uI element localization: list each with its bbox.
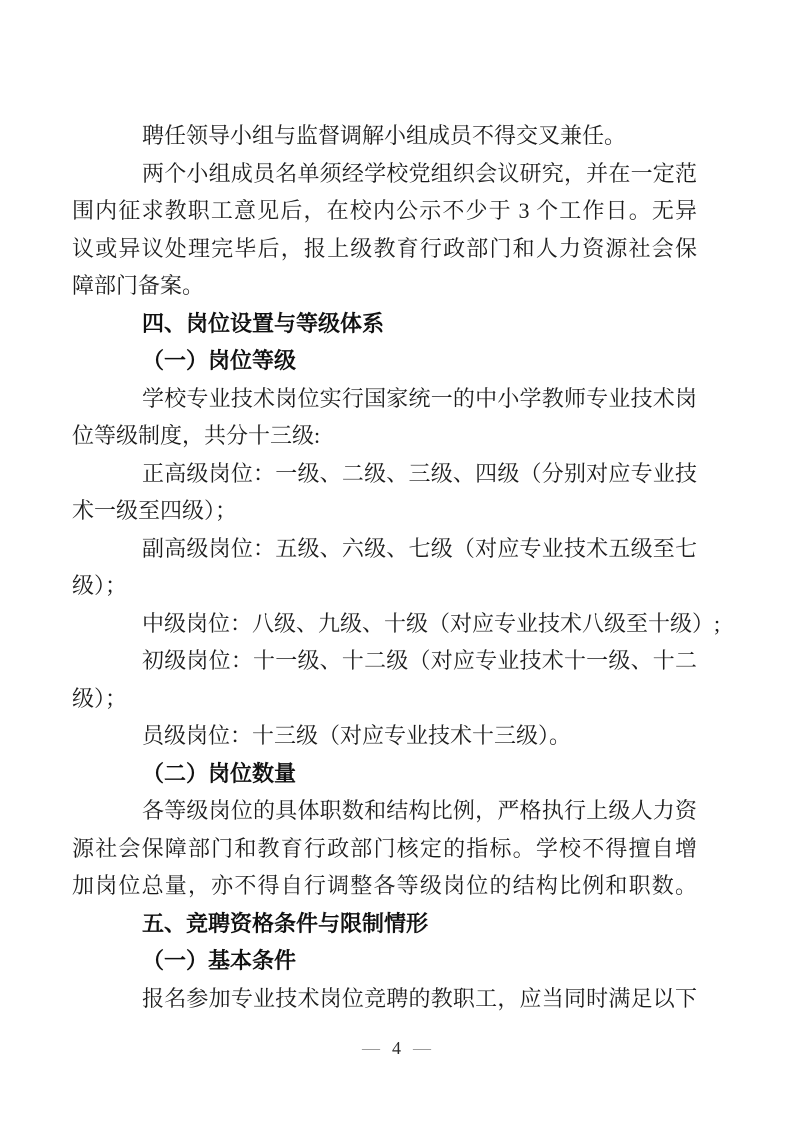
paragraph-line: 障部门备案。 xyxy=(72,273,205,298)
paragraph-line: 学校专业技术岗位实行国家统一的中小学教师专业技术岗 xyxy=(142,385,697,411)
paragraph-line: 议或异议处理完毕后，报上级教育行政部门和人力资源社会保 xyxy=(72,235,697,261)
subsection-heading: （一）岗位等级 xyxy=(142,348,297,373)
section-heading: 五、竞聘资格条件与限制情形 xyxy=(142,910,429,936)
paragraph-line: 源社会保障部门和教育行政部门核定的指标。学校不得擅自增 xyxy=(72,835,697,861)
paragraph-line: 聘任领导小组与监督调解小组成员不得交叉兼任。 xyxy=(142,123,627,148)
subsection-heading: （二）岗位数量 xyxy=(142,760,297,786)
subsection-heading: （一）基本条件 xyxy=(142,948,297,973)
footer-dash-right: — xyxy=(413,1038,431,1058)
paragraph-line: 副高级岗位：五级、六级、七级（对应专业技术五级至七 xyxy=(142,535,697,561)
paragraph-line: 术一级至四级）； xyxy=(72,498,238,523)
paragraph-line: 中级岗位：八级、九级、十级（对应专业技术八级至十级）; xyxy=(142,610,721,636)
paragraph-line: 各等级岗位的具体职数和结构比例，严格执行上级人力资 xyxy=(142,798,697,823)
paragraph-line: 位等级制度，共分十三级: xyxy=(72,423,321,448)
section-heading: 四、岗位设置与等级体系 xyxy=(142,310,385,336)
page-number: 4 xyxy=(392,1038,401,1058)
paragraph-line: 初级岗位：十一级、十二级（对应专业技术十一级、十二 xyxy=(142,648,697,673)
paragraph-line: 级）； xyxy=(72,573,128,598)
paragraph-line: 正高级岗位：一级、二级、三级、四级（分别对应专业技 xyxy=(142,460,697,486)
document-body xyxy=(72,117,721,1017)
paragraph-line: 围内征求教职工意见后，在校内公示不少于 3 个工作日。无异 xyxy=(72,198,697,223)
paragraph-line: 加岗位总量，亦不得自行调整各等级岗位的结构比例和职数。 xyxy=(72,873,697,898)
paragraph-line: 员级岗位：十三级（对应专业技术十三级）。 xyxy=(142,723,572,748)
footer-dash-left: — xyxy=(362,1038,380,1058)
page-footer xyxy=(0,1036,793,1060)
paragraph-line: 报名参加专业技术岗位竞聘的教职工，应当同时满足以下 xyxy=(142,985,697,1011)
paragraph-line: 两个小组成员名单须经学校党组织会议研究，并在一定范 xyxy=(142,160,697,186)
paragraph-line: 级）； xyxy=(72,685,128,711)
